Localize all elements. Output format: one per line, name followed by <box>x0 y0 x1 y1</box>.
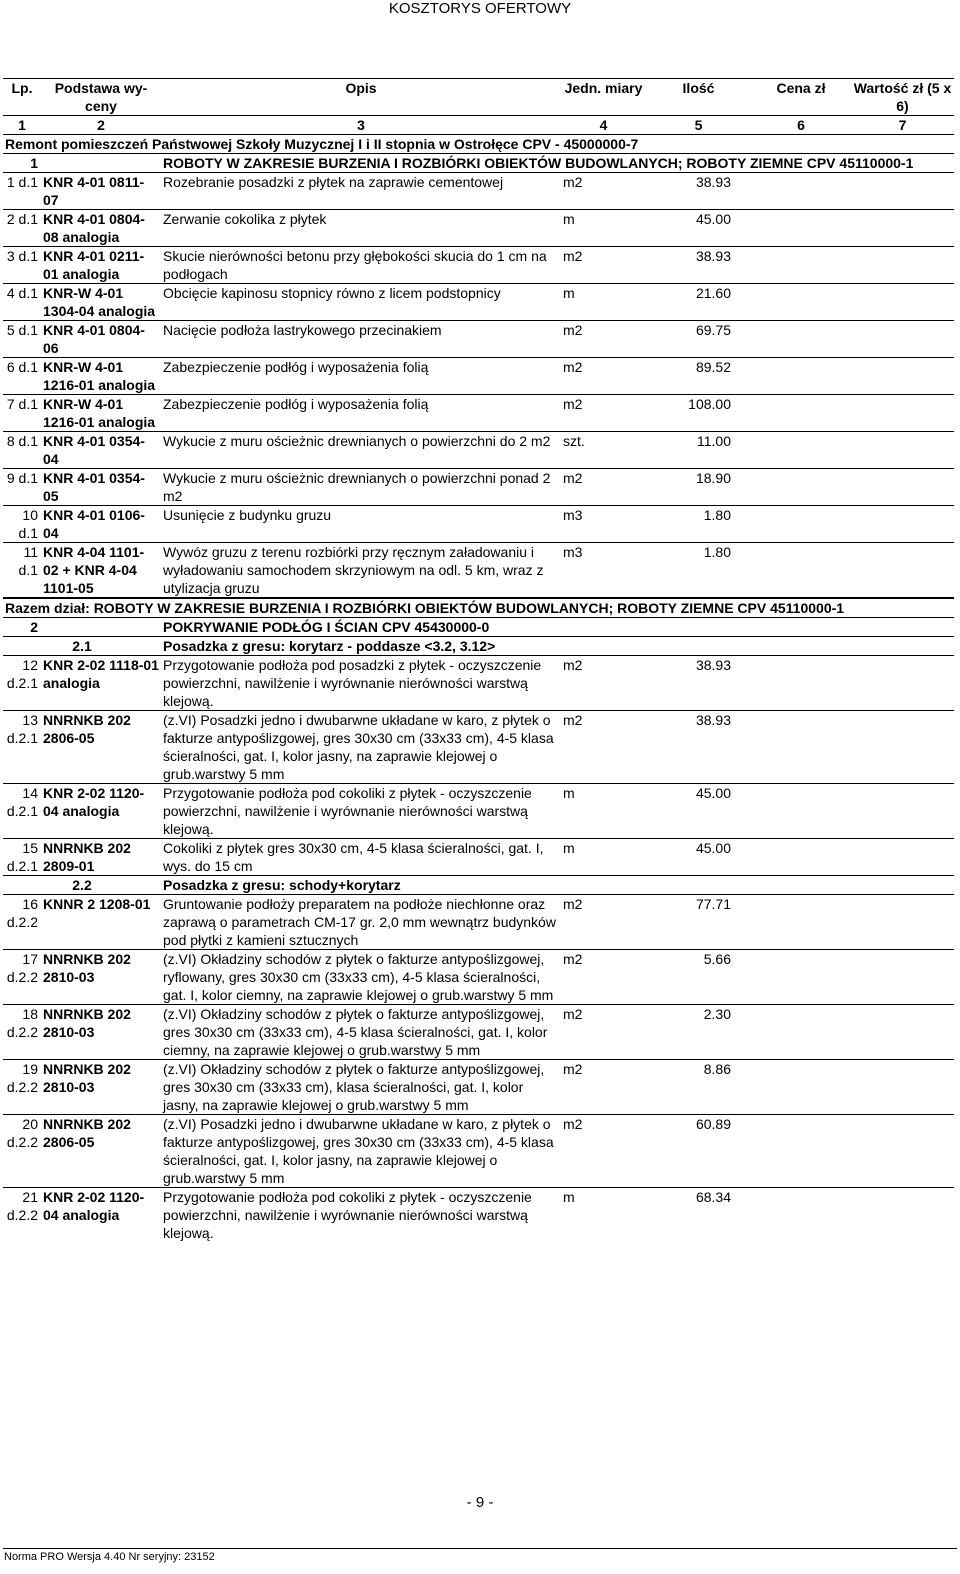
item-lp: 21 d.2.2 <box>3 1188 41 1243</box>
table-row <box>3 358 954 395</box>
item-unit: m2 <box>561 895 646 950</box>
item-qty: 5.66 <box>646 950 751 1005</box>
item-base: KNR 2-02 1120-04 analogia <box>41 784 161 839</box>
item-lp: 19 d.2.2 <box>3 1060 41 1115</box>
col-price: Cena zł <box>751 79 851 116</box>
item-price <box>751 1005 851 1060</box>
item-base: KNR 4-01 0354-05 <box>41 469 161 506</box>
item-lp: 2 d.1 <box>3 210 41 247</box>
item-qty: 21.60 <box>646 284 751 321</box>
subsection-title: Posadzka z gresu: korytarz - poddasze <3.2, 3.12> <box>161 637 954 656</box>
item-price <box>751 395 851 432</box>
item-unit: m2 <box>561 656 646 711</box>
item-unit: m2 <box>561 1060 646 1115</box>
item-value <box>851 1188 954 1243</box>
cost-estimate-table <box>3 78 954 1242</box>
col-lp: Lp. <box>3 79 41 116</box>
item-value <box>851 950 954 1005</box>
item-desc: Skucie nierówności betonu przy głębokości skucia do 1 cm na podłogach <box>161 247 561 284</box>
item-qty: 45.00 <box>646 839 751 876</box>
table-row <box>3 784 954 839</box>
document-title: KOSZTORYS OFERTOWY <box>388 0 572 17</box>
item-base: NNRNKB 202 2809-01 <box>41 839 161 876</box>
item-value <box>851 1005 954 1060</box>
table-row <box>3 1188 954 1243</box>
item-desc: Nacięcie podłoża lastrykowego przecinakiem <box>161 321 561 358</box>
section-total-label: Razem dział: ROBOTY W ZAKRESIE BURZENIA I ROZBIÓRKI OBIEKTÓW BUDOWLANYCH; ROBOTY ZIEMNE CPV 45110000-1 <box>3 598 954 618</box>
table-row <box>3 469 954 506</box>
table-row <box>3 1005 954 1060</box>
item-qty: 68.34 <box>646 1188 751 1243</box>
item-lp: 17 d.2.2 <box>3 950 41 1005</box>
col-unit: Jedn. miary <box>561 79 646 116</box>
item-base: KNR 4-01 0804-06 <box>41 321 161 358</box>
table-row <box>3 839 954 876</box>
item-price <box>751 1188 851 1243</box>
item-unit: m2 <box>561 247 646 284</box>
item-qty: 2.30 <box>646 1005 751 1060</box>
subsection-title: Posadzka z gresu: schody+korytarz <box>161 876 954 895</box>
item-price <box>751 284 851 321</box>
item-base: NNRNKB 202 2810-03 <box>41 1060 161 1115</box>
item-desc: Zerwanie cokolika z płytek <box>161 210 561 247</box>
item-base: NNRNKB 202 2810-03 <box>41 1005 161 1060</box>
item-desc: Usunięcie z budynku gruzu <box>161 506 561 543</box>
item-desc: Wykucie z muru ościeżnic drewnianych o powierzchni ponad 2 m2 <box>161 469 561 506</box>
item-desc: Gruntowanie podłoży preparatem na podłoże niechłonne oraz zaprawą o parametrach CM-17 gr. 2,0 mm wewnątrz budynków pod płytki z kamieni sztucznych <box>161 895 561 950</box>
item-price <box>751 358 851 395</box>
item-desc: Zabezpieczenie podłóg i wyposażenia folią <box>161 395 561 432</box>
item-qty: 18.90 <box>646 469 751 506</box>
item-qty: 8.86 <box>646 1060 751 1115</box>
item-price <box>751 432 851 469</box>
item-price <box>751 1115 851 1188</box>
item-price <box>751 543 851 599</box>
item-lp: 20 d.2.2 <box>3 1115 41 1188</box>
col-number: 1 <box>3 116 41 135</box>
item-lp: 5 d.1 <box>3 321 41 358</box>
item-desc: Przygotowanie podłoża pod posadzki z płytek - oczyszczenie powierzchni, nawilżenie i wyrównanie nierówności warstwą klejową. <box>161 656 561 711</box>
section-total-row <box>3 598 954 618</box>
section-number: 1 <box>30 155 38 171</box>
col-value: Wartość zł (5 x 6) <box>851 79 954 116</box>
item-qty: 45.00 <box>646 210 751 247</box>
item-unit: m3 <box>561 543 646 599</box>
item-unit: m2 <box>561 469 646 506</box>
table-row <box>3 1115 954 1188</box>
item-lp: 16 d.2.2 <box>3 895 41 950</box>
item-unit: m <box>561 1188 646 1243</box>
item-price <box>751 711 851 784</box>
table-row <box>3 506 954 543</box>
item-desc: Rozebranie posadzki z płytek na zaprawie cementowej <box>161 173 561 210</box>
item-value <box>851 784 954 839</box>
subsection-row <box>3 637 954 656</box>
table-row <box>3 284 954 321</box>
item-value <box>851 895 954 950</box>
item-qty: 11.00 <box>646 432 751 469</box>
col-number: 5 <box>646 116 751 135</box>
subsection-row <box>3 876 954 895</box>
item-unit: m2 <box>561 1115 646 1188</box>
item-lp: 18 d.2.2 <box>3 1005 41 1060</box>
subsection-number: 2.1 <box>3 637 161 656</box>
table-row <box>3 247 954 284</box>
item-value <box>851 432 954 469</box>
table-row <box>3 210 954 247</box>
item-value <box>851 358 954 395</box>
section-title: ROBOTY W ZAKRESIE BURZENIA I ROZBIÓRKI OBIEKTÓW BUDOWLANYCH; ROBOTY ZIEMNE CPV 45110000-1 <box>163 155 914 171</box>
item-desc: Przygotowanie podłoża pod cokoliki z płytek - oczyszczenie powierzchni, nawilżenie i wyrównanie nierówności warstwą klejową. <box>161 784 561 839</box>
item-unit: szt. <box>561 432 646 469</box>
table-row <box>3 656 954 711</box>
item-value <box>851 321 954 358</box>
item-desc: (z.VI) Okładziny schodów z płytek o fakturze antypoślizgowej, ryflowany, gres 30x30 cm (33x33 cm), 4-5 klasa ścieralności, gat. I, kolor ciemny, na zaprawie klejowej o grub.warstwy 5 mm <box>161 950 561 1005</box>
section-number: 2 <box>3 618 41 637</box>
item-value <box>851 247 954 284</box>
item-desc: Zabezpieczenie podłóg i wyposażenia folią <box>161 358 561 395</box>
item-qty: 69.75 <box>646 321 751 358</box>
col-number: 3 <box>161 116 561 135</box>
item-price <box>751 469 851 506</box>
col-number: 4 <box>561 116 646 135</box>
item-value <box>851 656 954 711</box>
item-value <box>851 469 954 506</box>
item-value <box>851 284 954 321</box>
item-price <box>751 895 851 950</box>
footer-divider <box>3 1548 957 1549</box>
item-base: KNR 2-02 1120-04 analogia <box>41 1188 161 1243</box>
item-unit: m2 <box>561 395 646 432</box>
subsection-number: 2.2 <box>3 876 161 895</box>
item-desc: (z.VI) Posadzki jedno i dwubarwne układane w karo, z płytek o fakturze antypoślizgowej, gres 30x30 cm (33x33 cm), 4-5 klasa ścieralności, gat. I, kolor jasny, na zaprawie klejowej o grub.warstwy 5 mm <box>161 711 561 784</box>
item-qty: 77.71 <box>646 895 751 950</box>
table-row <box>3 950 954 1005</box>
page-number: - 9 - <box>466 1494 494 1511</box>
item-lp: 3 d.1 <box>3 247 41 284</box>
table-row <box>3 1060 954 1115</box>
col-number: 7 <box>851 116 954 135</box>
item-value <box>851 395 954 432</box>
project-title: Remont pomieszczeń Państwowej Szkoły Muzycznej I i II stopnia w Ostrołęce CPV - 45000000-7 <box>5 136 639 152</box>
item-base: KNR 4-01 0811-07 <box>41 173 161 210</box>
item-unit: m3 <box>561 506 646 543</box>
item-desc: (z.VI) Okładziny schodów z płytek o fakturze antypoślizgowej, gres 30x30 cm (33x33 cm), klasa ścieralności, gat. I, kolor jasny, na zaprawie klejowej o grub.warstwy 5 mm <box>161 1060 561 1115</box>
item-lp: 4 d.1 <box>3 284 41 321</box>
table-row <box>3 895 954 950</box>
item-value <box>851 839 954 876</box>
item-price <box>751 506 851 543</box>
item-value <box>851 173 954 210</box>
item-qty: 38.93 <box>646 656 751 711</box>
item-base: KNR 4-04 1101-02 + KNR 4-04 1101-05 <box>41 543 161 599</box>
item-unit: m <box>561 284 646 321</box>
item-base: NNRNKB 202 2810-03 <box>41 950 161 1005</box>
item-desc: Przygotowanie podłoża pod cokoliki z płytek - oczyszczenie powierzchni, nawilżenie i wyrównanie nierówności warstwą klejową. <box>161 1188 561 1243</box>
column-number-row <box>3 116 954 135</box>
item-base: KNR 4-01 0804-08 analogia <box>41 210 161 247</box>
item-price <box>751 1060 851 1115</box>
item-value <box>851 1060 954 1115</box>
item-unit: m <box>561 784 646 839</box>
item-base: KNR-W 4-01 1304-04 analogia <box>41 284 161 321</box>
item-desc: Wykucie z muru ościeżnic drewnianych o powierzchni do 2 m2 <box>161 432 561 469</box>
col-number: 2 <box>41 116 161 135</box>
item-lp: 11 d.1 <box>3 543 41 599</box>
item-qty: 38.93 <box>646 711 751 784</box>
item-price <box>751 210 851 247</box>
item-qty: 1.80 <box>646 543 751 599</box>
col-base: Podstawa wy-ceny <box>41 79 161 116</box>
item-price <box>751 784 851 839</box>
item-value <box>851 210 954 247</box>
item-price <box>751 656 851 711</box>
item-price <box>751 247 851 284</box>
table-row <box>3 173 954 210</box>
item-unit: m <box>561 210 646 247</box>
item-unit: m <box>561 839 646 876</box>
item-lp: 8 d.1 <box>3 432 41 469</box>
column-header-row <box>3 79 954 116</box>
item-price <box>751 321 851 358</box>
item-desc: Wywóz gruzu z terenu rozbiórki przy ręcznym załadowaniu i wyładowaniu samochodem skrzyniowym na odl. 5 km, wraz z utylizacja gruzu <box>161 543 561 599</box>
col-qty: Ilość <box>646 79 751 116</box>
item-desc: (z.VI) Posadzki jedno i dwubarwne układane w karo, z płytek o fakturze antypoślizgowej, gres 30x30 cm (33x33 cm), 4-5 klasa ścieralności, gat. I, kolor jasny, na zaprawie klejowej o grub.warstwy 5 mm <box>161 1115 561 1188</box>
item-qty: 1.80 <box>646 506 751 543</box>
item-lp: 15 d.2.1 <box>3 839 41 876</box>
table-row <box>3 395 954 432</box>
col-desc: Opis <box>161 79 561 116</box>
item-unit: m2 <box>561 1005 646 1060</box>
item-qty: 38.93 <box>646 173 751 210</box>
item-base: KNR-W 4-01 1216-01 analogia <box>41 395 161 432</box>
item-desc: Cokoliki z płytek gres 30x30 cm, 4-5 klasa ścieralności, gat. I, wys. do 15 cm <box>161 839 561 876</box>
item-value <box>851 543 954 599</box>
section-row <box>3 154 954 173</box>
item-price <box>751 839 851 876</box>
item-base: NNRNKB 202 2806-05 <box>41 1115 161 1188</box>
item-base: KNR 4-01 0354-04 <box>41 432 161 469</box>
software-info: Norma PRO Wersja 4.40 Nr seryjny: 23152 <box>4 1551 215 1563</box>
item-unit: m2 <box>561 321 646 358</box>
item-base: KNR 4-01 0106-04 <box>41 506 161 543</box>
item-qty: 108.00 <box>646 395 751 432</box>
item-unit: m2 <box>561 173 646 210</box>
section-title: POKRYWANIE PODŁÓG I ŚCIAN CPV 45430000-0 <box>161 618 954 637</box>
item-value <box>851 711 954 784</box>
item-qty: 38.93 <box>646 247 751 284</box>
table-row <box>3 543 954 599</box>
item-value <box>851 506 954 543</box>
table-row <box>3 321 954 358</box>
item-base: NNRNKB 202 2806-05 <box>41 711 161 784</box>
item-base: KNR-W 4-01 1216-01 analogia <box>41 358 161 395</box>
item-lp: 1 d.1 <box>3 173 41 210</box>
item-lp: 13 d.2.1 <box>3 711 41 784</box>
item-base: KNNR 2 1208-01 <box>41 895 161 950</box>
item-price <box>751 173 851 210</box>
item-base: KNR 4-01 0211-01 analogia <box>41 247 161 284</box>
item-unit: m2 <box>561 358 646 395</box>
item-unit: m2 <box>561 950 646 1005</box>
item-desc: Obcięcie kapinosu stopnicy równo z licem podstopnicy <box>161 284 561 321</box>
item-lp: 10 d.1 <box>3 506 41 543</box>
item-qty: 89.52 <box>646 358 751 395</box>
col-number: 6 <box>751 116 851 135</box>
item-qty: 45.00 <box>646 784 751 839</box>
item-unit: m2 <box>561 711 646 784</box>
table-row <box>3 711 954 784</box>
item-lp: 6 d.1 <box>3 358 41 395</box>
project-title-row <box>3 135 954 154</box>
section-row <box>3 618 954 637</box>
item-lp: 9 d.1 <box>3 469 41 506</box>
item-base: KNR 2-02 1118-01 analogia <box>41 656 161 711</box>
table-row <box>3 432 954 469</box>
item-price <box>751 950 851 1005</box>
item-desc: (z.VI) Okładziny schodów z płytek o fakturze antypoślizgowej, gres 30x30 cm (33x33 cm), 4-5 klasa ścieralności, gat. I, kolor ciemny, na zaprawie klejowej o grub.warstwy 5 mm <box>161 1005 561 1060</box>
item-lp: 12 d.2.1 <box>3 656 41 711</box>
item-value <box>851 1115 954 1188</box>
item-lp: 7 d.1 <box>3 395 41 432</box>
item-qty: 60.89 <box>646 1115 751 1188</box>
item-lp: 14 d.2.1 <box>3 784 41 839</box>
